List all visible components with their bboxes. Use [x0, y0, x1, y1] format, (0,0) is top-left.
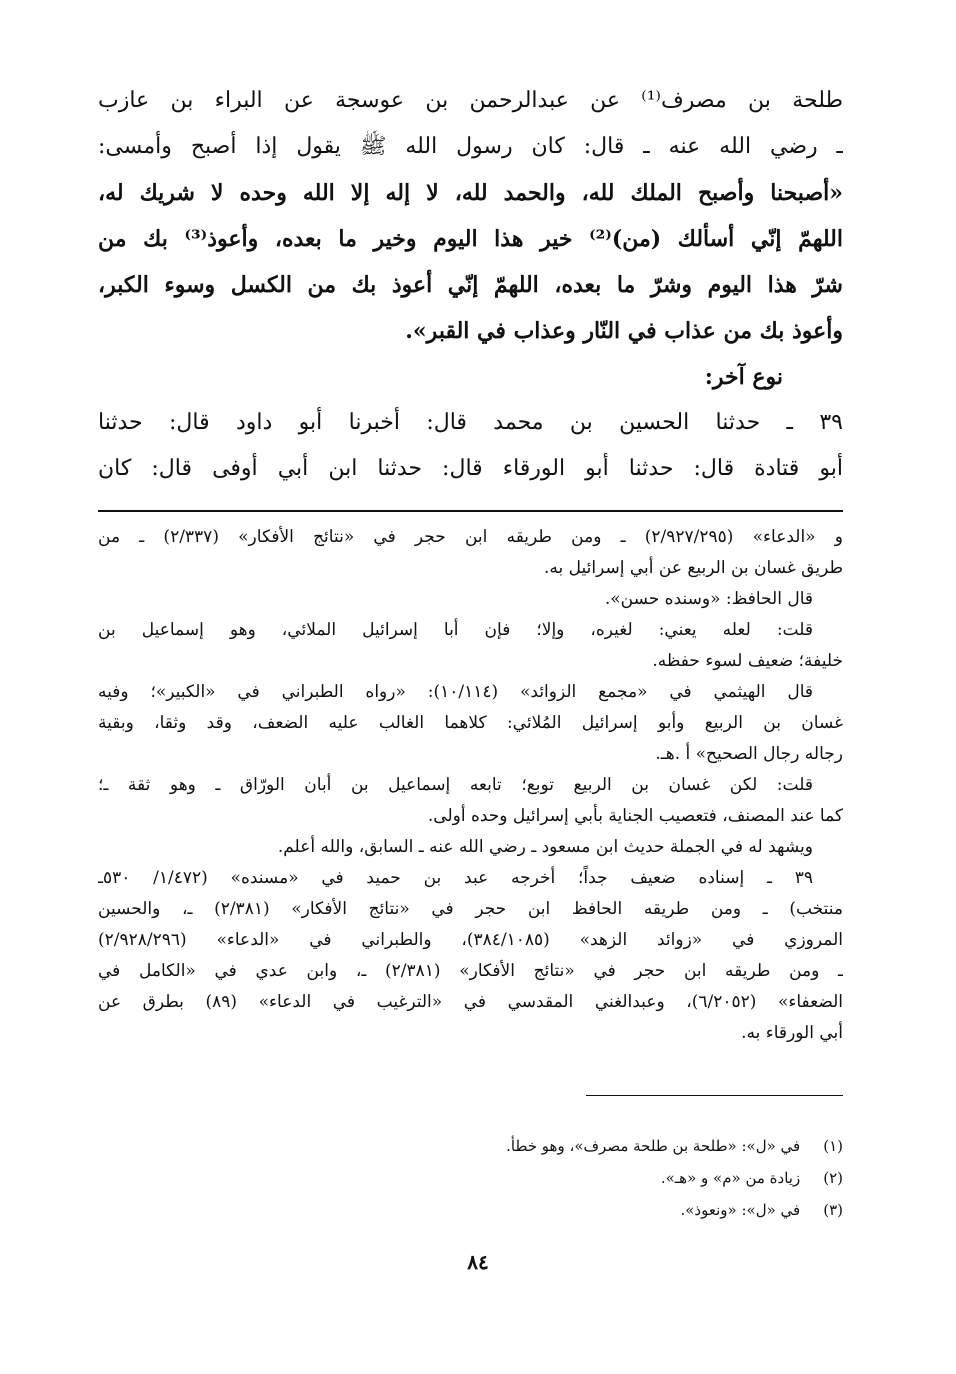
footnote-divider [586, 1095, 843, 1096]
dua-line: اللهمّ إنّي أسألك (من)⁽²⁾ خير هذا اليوم وخير ما بعده، وأعوذ⁽³⁾ بك من [98, 226, 843, 252]
commentary-line: قال الهيثمي في «مجمع الزوائد» (١٠/١١٤): «رواه الطبراني في «الكبير»؛ وفيه [98, 682, 814, 702]
page-number: ٨٤ [467, 1250, 489, 1274]
section-heading: نوع آخر: [704, 364, 783, 390]
commentary-line: خليفة؛ ضعيف لسوء حفظه. [652, 651, 843, 671]
footnote [323, 1194, 843, 1226]
commentary-line: قال الحافظ: «وسنده حسن». [604, 589, 813, 609]
commentary-divider [98, 510, 843, 512]
footnote-number: (٣) [823, 1201, 843, 1219]
hadith-line: أبو قتادة قال: حدثنا أبو الورقاء قال: حدثنا ابن أبي أوفى قال: كان [98, 456, 843, 481]
dua-line: «أصبحنا وأصبح الملك لله، والحمد لله، لا إله إلا الله وحده لا شريك له، [98, 180, 843, 206]
commentary-line: ٣٩ ـ إسناده ضعيف جداً؛ أخرجه عبد بن حميد في «مسنده» (١/٤٧٢/ ٥٣٠ـ [98, 868, 813, 888]
commentary-line: أبي الورقاء به. [741, 1023, 843, 1043]
commentary-line: غسان بن الربيع وأبو إسرائيل المُلائي: كلاهما الغالب عليه الضعف، وقد وثقا، وبقية [98, 713, 843, 733]
footnote-text: في «ل»: «ونعوذ». [680, 1201, 801, 1219]
commentary [98, 522, 843, 1049]
main-text [98, 78, 843, 492]
main-line: ـ رضي الله عنه ـ قال: كان رسول الله ﷺ يقول إذا أصبح وأمسى: [98, 134, 843, 159]
footnote [323, 1162, 843, 1194]
commentary-line: قلت: لعله يعني: لغيره، وإلا؛ فإن أبا إسرائيل الملائي، وهو إسماعيل بن [98, 620, 813, 640]
main-line: طلحة بن مصرف⁽¹⁾ عن عبدالرحمن بن عوسجة عن البراء بن عازب [98, 88, 843, 113]
commentary-line: قلت: لكن غسان بن الربيع توبع؛ تابعه إسماعيل بن أبان الورّاق ـ وهو ثقة ـ؛ [98, 775, 813, 795]
commentary-line: منتخب) ـ ومن طريقه الحافظ ابن حجر في «نتائج الأفكار» (٢/٣٨١) ـ، والحسين [98, 899, 843, 919]
commentary-line: ويشهد له في الجملة حديث ابن مسعود ـ رضي الله عنه ـ السابق، والله أعلم. [277, 837, 813, 857]
commentary-line: ـ ومن طريقه ابن حجر في «نتائج الأفكار» (٢/٣٨١) ـ، وابن عدي في «الكامل في [98, 961, 843, 981]
footnotes [323, 1130, 843, 1226]
commentary-line: كما عند المصنف، فتعصيب الجناية بأبي إسرائيل وحده أولى. [427, 806, 843, 826]
footnote [323, 1130, 843, 1162]
footnote-number: (١) [823, 1137, 843, 1155]
footnote-text: زيادة من «م» و «هـ». [660, 1169, 801, 1187]
commentary-line: المروزي في «زوائد الزهد» (٣٨٤/١٠٨٥)، والطبراني في «الدعاء» (٢/٩٢٨/٢٩٦) [98, 930, 843, 950]
footnote-text: في «ل»: «طلحة بن طلحة مصرف»، وهو خطأ. [506, 1137, 801, 1155]
commentary-line: رجاله رجال الصحيح» أ .هـ. [655, 744, 843, 764]
dua-line: وأعوذ بك من عذاب في النّار وعذاب في القبر». [405, 318, 843, 344]
commentary-line: طريق غسان بن الربيع عن أبي إسرائيل به. [544, 558, 843, 578]
commentary-line: و «الدعاء» (٢/٩٢٧/٢٩٥) ـ ومن طريقه ابن حجر في «نتائج الأفكار» (٢/٣٣٧) ـ من [98, 527, 843, 547]
dua-line: شرّ هذا اليوم وشرّ ما بعده، اللهمّ إنّي أعوذ بك من الكسل وسوء الكبر، [98, 272, 843, 298]
footnote-number: (٢) [823, 1169, 843, 1187]
hadith-line: ٣٩ ـ حدثنا الحسين بن محمد قال: أخبرنا أبو داود قال: حدثنا [98, 410, 843, 435]
commentary-line: الضعفاء» (٦/٢٠٥٢)، وعبدالغني المقدسي في «الترغيب في الدعاء» (٨٩) بطرق عن [98, 992, 843, 1012]
